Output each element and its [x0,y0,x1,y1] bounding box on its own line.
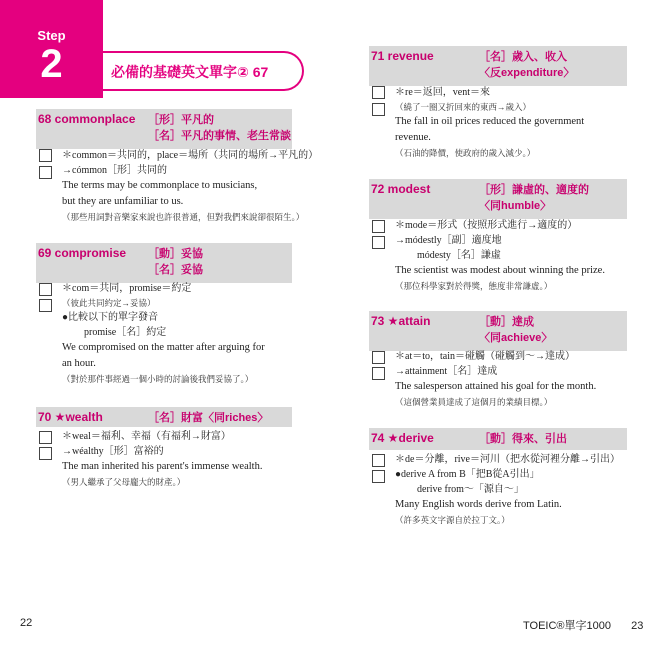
example-line: The man inherited his parent's immense wealth. [62,461,263,472]
example-line: We compromised on the matter after arguing for [62,342,265,353]
entry-70-body [62,429,262,489]
compare-word: promise［名］約定 [84,327,167,338]
etymology-line: ＊weal＝福利、幸福（有福利→財富） [62,431,231,442]
entry-70 [36,407,292,427]
entry-pos-1: ［形］平凡的 [148,114,214,126]
translation-line: （男人繼承了父母龐大的財產。） [62,477,186,487]
entry-header [36,109,292,149]
entry-header [369,311,627,351]
checkbox[interactable] [39,166,52,179]
entry-pos-2: 〈同humble〉 [479,200,552,212]
example-line: but they are unfamiliar to us. [62,196,184,207]
checkbox[interactable] [39,299,52,312]
entry-pos-2: ［名］平凡的事情、老生常談 [148,130,291,142]
translation-line: （那位科學家對於得獎，態度非常謙虛。） [395,281,553,291]
entry-69-body [62,281,265,386]
checkbox[interactable] [372,86,385,99]
entry-word: 69 compromise [38,246,127,260]
entry-header [36,243,292,283]
derivative-line: →attainment［名］達成 [395,366,498,377]
checkbox[interactable] [372,367,385,380]
checkbox[interactable] [372,454,385,467]
checkbox[interactable] [39,149,52,162]
entry-word: 71 revenue [371,49,434,63]
entry-word: 68 commonplace [38,112,136,126]
checkbox[interactable] [372,220,385,233]
translation-line: （許多英文字源自於拉丁文。） [395,515,510,525]
left-page-number: 22 [20,617,33,629]
step-label: Step [37,28,66,43]
entry-pos-2: ［名］妥協 [148,264,203,276]
phrase-line: derive from〜「源自〜」 [417,484,524,495]
etymology-line: ＊common＝共同的，place＝場所（共同的場所→平凡的） [62,150,319,161]
entry-pos-2: 〈同achieve〉 [479,332,553,344]
checkbox[interactable] [372,470,385,483]
entry-pos-1: ［名］財富〈同riches〉 [148,412,269,424]
entry-word: 74 ★derive [371,431,434,445]
example-line: The terms may be commonplace to musicians, [62,180,258,191]
etymology-line: ＊de＝分離，rive＝河川（把水從河裡分離→引出） [395,454,620,465]
etymology-note: （繞了一圈又折回來的東西→歲入） [395,102,532,112]
entry-73-body [395,349,596,409]
checkbox[interactable] [39,447,52,460]
example-line: The salesperson attained his goal for the month. [395,381,597,392]
entry-pos-1: ［名］歲入、收入 [479,51,567,63]
entry-74-body [395,452,620,527]
entry-header [369,428,627,450]
example-line: The scientist was modest about winning the prize. [395,265,605,276]
section-title: 必備的基礎英文單字② 67 [111,64,269,80]
entry-word: 70 ★wealth [38,410,103,424]
entry-72-body [395,218,605,293]
entry-68-body [62,148,318,224]
translation-line: （那些用詞對音樂家來說也許很普通，但對我們來說卻很陌生。） [62,212,305,222]
checkbox[interactable] [39,283,52,296]
translation-line: （這個營業員達成了這個月的業績目標。） [395,397,553,407]
translation-line: （石油的降價，使政府的歲入減少。） [395,148,536,158]
derivative-line: →módestly［副］適度地 [395,235,502,246]
derivative-line: módesty［名］謙虛 [417,250,501,261]
etymology-line: ＊com＝共同，promise＝約定 [62,283,192,294]
step-number: 2 [40,42,63,86]
entry-pos-2: 〈反expenditure〉 [479,67,575,79]
entry-header [369,179,627,219]
entry-pos-1: ［動］妥協 [148,248,203,260]
entry-72 [369,179,627,219]
etymology-line: ＊at＝to，tain＝碰觸（碰觸到〜→達成） [395,351,575,362]
etymology-line: ＊mode＝形式（按照形式進行→適度的） [395,220,578,231]
checkbox[interactable] [372,236,385,249]
entry-71 [369,46,627,86]
example-line: Many English words derive from Latin. [395,499,562,510]
phrase-line: ●derive A from B「把B從A引出」 [395,469,540,480]
entry-74 [369,428,627,450]
checkbox[interactable] [372,103,385,116]
entry-header [36,407,292,427]
example-line: The fall in oil prices reduced the government [395,116,585,127]
example-line: an hour. [62,358,96,369]
etymology-note: （彼此共同約定→妥協） [62,298,156,308]
derivative-line: →cómmon［形］共同的 [62,165,167,176]
entry-73 [369,311,627,351]
example-line: revenue. [395,132,431,143]
book-title [523,617,643,633]
etymology-line: ＊re＝返回，vent＝來 [395,87,490,98]
derivative-line: →wéalthy［形］富裕的 [62,446,164,457]
entry-header [369,46,627,86]
entry-word: 73 ★attain [371,314,431,328]
translation-line: （對於那件事經過一個小時的討論後我們妥協了。） [62,374,254,384]
book-title-text: TOEIC®單字1000 [523,620,611,632]
entry-pos-1: ［動］得來、引出 [479,433,567,445]
checkbox[interactable] [372,351,385,364]
step-badge [0,0,103,98]
compare-line: ●比較以下的單字發音 [62,312,159,323]
entry-pos-1: ［動］達成 [479,316,534,328]
checkbox[interactable] [39,431,52,444]
entry-word: 72 modest [371,182,431,196]
right-page-number: 23 [631,620,644,632]
entry-pos-1: ［形］謙虛的、適度的 [479,184,589,196]
entry-68 [36,109,292,149]
entry-71-body [395,85,584,160]
entry-69 [36,243,292,283]
